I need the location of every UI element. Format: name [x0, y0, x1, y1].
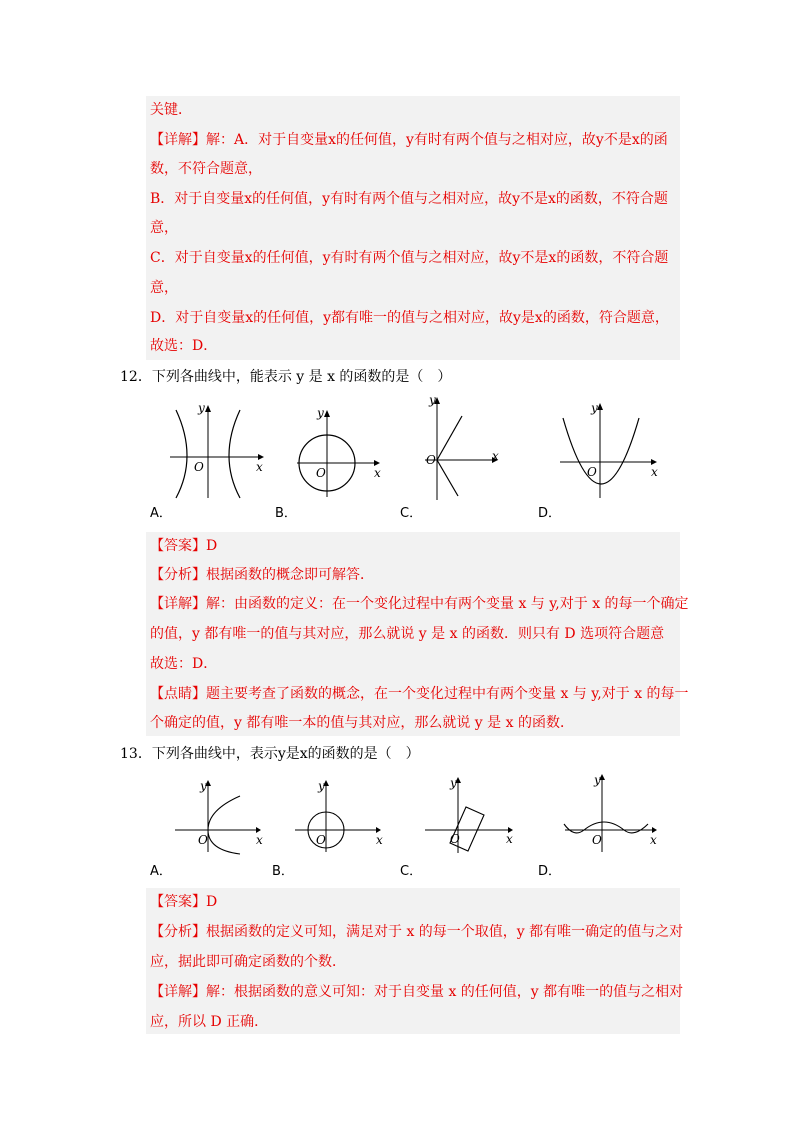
choose-line: 故选：D． [150, 656, 218, 672]
q12-option-b: B． [275, 506, 297, 521]
q12-option-c: C． [400, 506, 423, 521]
q13-graph-b [290, 778, 390, 853]
solution-line: 数，不符合题意， [150, 161, 262, 177]
axis-label-x: x [256, 833, 263, 847]
axis-label-y: y [450, 776, 457, 790]
origin-label: O [194, 460, 204, 474]
solution-line: D．对于自变量x的任何值，y都有唯一的值与之相对应，故y是x的函数，符合题意， [150, 310, 669, 326]
q12-option-d: D． [538, 506, 562, 521]
analysis-line: 应，据此即可确定函数的个数． [150, 954, 346, 970]
detail-line: 【详解】解：由函数的定义：在一个变化过程中有两个变量 x 与 y,对于 x 的每一个确定 [150, 596, 689, 612]
answer-line: 【答案】D [150, 894, 218, 910]
axis-label-x: x [650, 833, 657, 847]
axis-label-x: x [376, 833, 383, 847]
origin-label: O [426, 453, 436, 467]
analysis-line: 【分析】根据函数的概念即可解答． [150, 567, 374, 583]
analysis-line: 【分析】根据函数的定义可知，满足对于 x 的每一个取值，y 都有唯一确定的值与之对 [150, 924, 684, 940]
solution-line: 意， [150, 280, 178, 296]
q13-option-b: B． [272, 864, 294, 879]
origin-label: O [450, 832, 460, 846]
axis-label-y: y [318, 779, 325, 793]
question-13-stem: 13．下列各曲线中，表示y是x的函数的是（ ） [120, 746, 420, 762]
q12-graph-c [420, 392, 510, 502]
origin-label: O [316, 833, 326, 847]
solution-line: 故选：D． [150, 338, 218, 354]
q13-graph-c [420, 775, 520, 855]
axis-label-y: y [200, 779, 207, 793]
q12-graph-a [160, 400, 270, 500]
comment-line: 个确定的值，y 都有唯一本的值与其对应，那么就说 y 是 x 的函数． [150, 715, 574, 731]
axis-label-y: y [591, 401, 598, 415]
q12-option-a: A． [150, 506, 172, 521]
axis-label-x: x [651, 465, 658, 479]
axis-label-y: y [198, 401, 205, 415]
axis-label-y: y [594, 773, 601, 787]
axis-label-x: x [256, 460, 263, 474]
detail-line: 的值，y 都有唯一的值与其对应，那么就说 y 是 x 的函数．则只有 D 选项符合题意 [150, 626, 665, 642]
q13-graph-d [560, 772, 665, 852]
detail-line: 应，所以 D 正确． [150, 1014, 269, 1030]
solution-line: 【详解】解：A．对于自变量x的任何值，y有时有两个值与之相对应，故y不是x的函 [150, 132, 668, 148]
solution-line: C．对于自变量x的任何值，y有时有两个值与之相对应，故y不是x的函数，不符合题 [150, 250, 669, 266]
comment-line: 【点睛】题主要考查了函数的概念，在一个变化过程中有两个变量 x 与 y,对于 x 的每一 [150, 686, 689, 702]
q13-option-c: C． [400, 864, 423, 879]
q13-option-d: D． [538, 864, 562, 879]
solution-line: 关键． [150, 102, 192, 118]
solution-line: B．对于自变量x的任何值，y有时有两个值与之相对应，故y不是x的函数，不符合题 [150, 191, 668, 207]
q13-graph-a [170, 778, 270, 853]
axis-label-x: x [492, 449, 499, 463]
axis-label-x: x [374, 466, 381, 480]
answer-line: 【答案】D [150, 538, 218, 554]
solution-line: 意， [150, 220, 178, 236]
axis-label-y: y [317, 406, 324, 420]
q13-option-a: A． [150, 864, 172, 879]
origin-label: O [592, 833, 602, 847]
question-12-stem: 12．下列各曲线中，能表示 y 是 x 的函数的是（ ） [120, 369, 452, 385]
axis-label-y: y [429, 393, 436, 407]
origin-label: O [587, 465, 597, 479]
axis-label-x: x [506, 832, 513, 846]
q12-graph-b [292, 405, 392, 500]
detail-line: 【详解】解：根据函数的意义可知：对于自变量 x 的任何值，y 都有唯一的值与之相对 [150, 984, 684, 1000]
origin-label: O [198, 833, 208, 847]
q12-graph-d [555, 400, 665, 500]
origin-label: O [316, 466, 326, 480]
